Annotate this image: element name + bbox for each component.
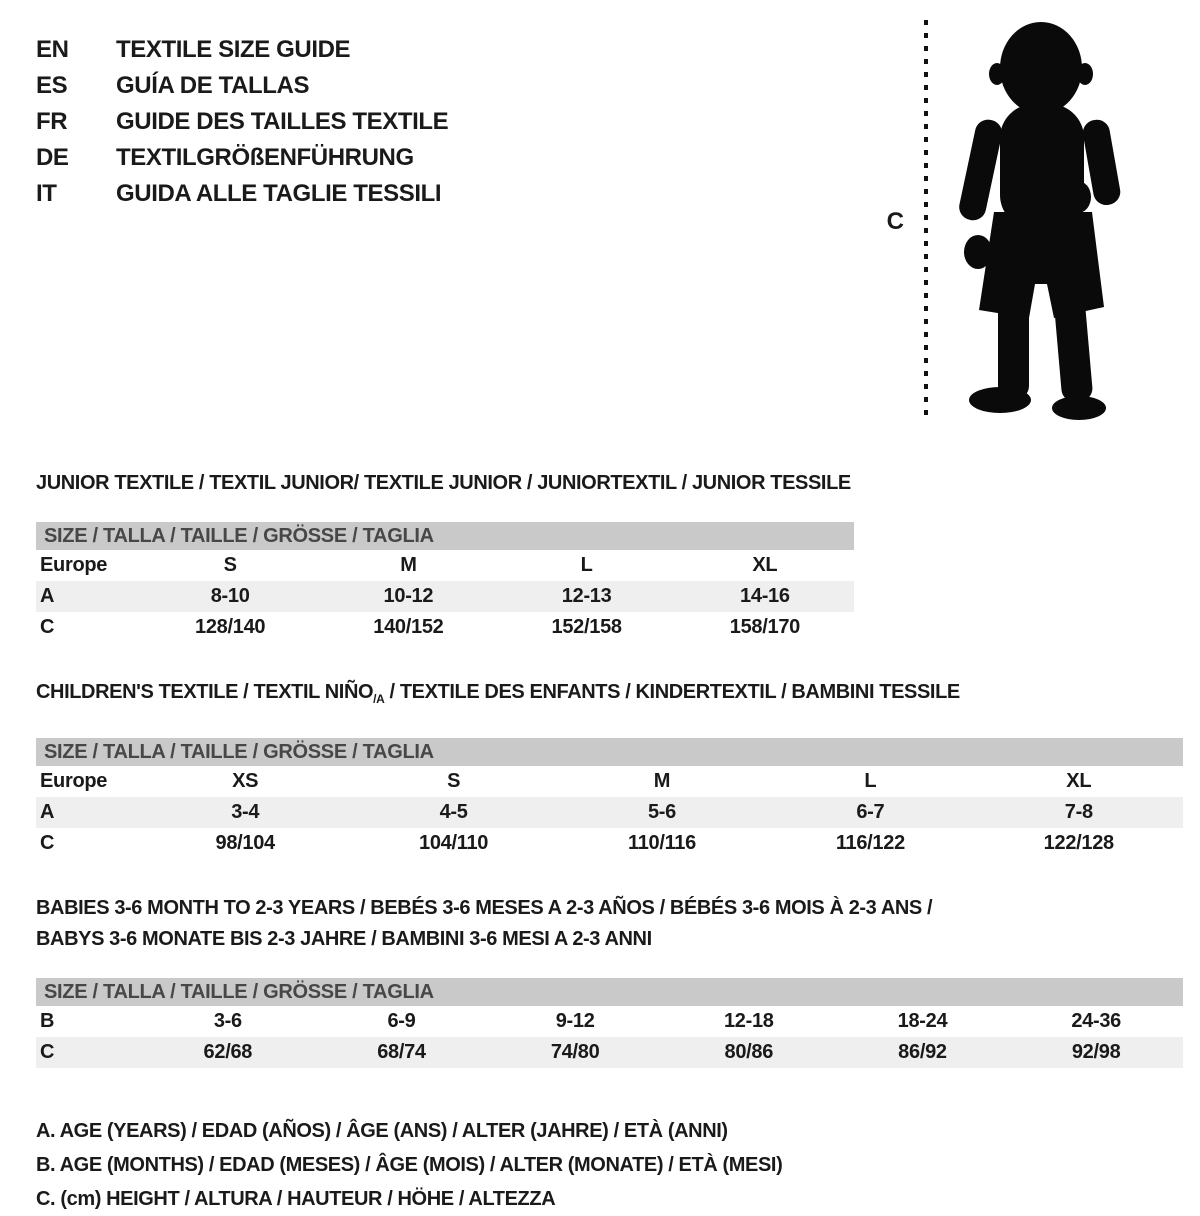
- size-header-row: [36, 738, 1183, 766]
- guide-title: GUIDE DES TAILLES TEXTILE: [116, 108, 449, 135]
- junior-section-title: [36, 468, 1164, 499]
- size-cell: 5-6: [647, 801, 676, 823]
- children-size-table: [36, 738, 1183, 859]
- size-cell: 116/122: [835, 832, 905, 854]
- legend-line: C. (cm) HEIGHT / ALTURA / HAUTEUR / HÖHE / ALTEZZA: [36, 1188, 556, 1210]
- legend-line: B. AGE (MONTHS) / EDAD (MESES) / ÂGE (MOIS) / ALTER (MONATE) / ETÀ (MESI): [36, 1154, 783, 1176]
- size-cell: XL: [1066, 770, 1092, 792]
- section-title-text: BABIES 3-6 MONTH TO 2-3 YEARS / BEBÉS 3-6 MESES A 2-3 AÑOS / BÉBÉS 3-6 MOIS À 2-3 ANS /: [36, 897, 933, 919]
- size-cell: 86/92: [898, 1041, 947, 1063]
- table-row: [36, 766, 1183, 797]
- legend-line: A. AGE (YEARS) / EDAD (AÑOS) / ÂGE (ANS) / ALTER (JAHRE) / ETÀ (ANNI): [36, 1120, 728, 1142]
- language-code: EN: [36, 36, 69, 63]
- table-row: [36, 1037, 1183, 1068]
- row-label: A: [40, 585, 55, 607]
- size-cell: 24-36: [1071, 1010, 1121, 1032]
- section-title-text: BABYS 3-6 MONATE BIS 2-3 JAHRE / BAMBINI 3-6 MESI A 2-3 ANNI: [36, 928, 652, 950]
- language-row: [36, 68, 448, 104]
- language-code: ES: [36, 72, 68, 99]
- top-section: [36, 0, 1164, 434]
- size-cell: 158/170: [729, 616, 800, 638]
- guide-title: GUIDA ALLE TAGLIE TESSILI: [116, 180, 442, 207]
- size-cell: M: [400, 554, 417, 576]
- language-row: [36, 140, 448, 176]
- size-cell: 110/116: [627, 832, 696, 854]
- size-cell: 92/98: [1071, 1041, 1121, 1063]
- size-header-bar: SIZE / TALLA / TAILLE / GRÖSSE / TAGLIA: [36, 522, 854, 550]
- size-cell: 62/68: [203, 1041, 253, 1063]
- junior-size-table: [36, 522, 854, 643]
- table-row: [36, 797, 1183, 828]
- size-cell: 3-6: [213, 1010, 242, 1032]
- size-cell: 12-13: [561, 585, 612, 607]
- size-cell: 12-18: [723, 1010, 774, 1032]
- table-row: [36, 612, 854, 643]
- size-cell: 74/80: [550, 1041, 600, 1063]
- size-cell: 14-16: [740, 585, 790, 607]
- size-cell: 128/140: [195, 616, 266, 638]
- row-label: Europe: [40, 770, 108, 792]
- children-size-section: [36, 677, 1164, 859]
- size-cell: 98/104: [215, 832, 275, 854]
- row-label: C: [40, 616, 55, 638]
- size-cell: XL: [752, 554, 778, 576]
- junior-size-section: [36, 468, 1164, 643]
- row-label: B: [40, 1010, 55, 1032]
- size-cell: 68/74: [377, 1041, 426, 1063]
- guide-title: TEXTILGRÖßENFÜHRUNG: [116, 144, 414, 171]
- size-cell: 6-7: [856, 801, 885, 823]
- height-measure-label: C: [886, 208, 904, 235]
- babies-size-table: [36, 978, 1183, 1068]
- child-silhouette-shape: [957, 22, 1123, 420]
- size-cell: XS: [232, 770, 259, 792]
- size-cell: 3-4: [231, 801, 260, 823]
- child-silhouette-icon: [916, 12, 1148, 424]
- language-code: FR: [36, 108, 68, 135]
- row-label: A: [40, 801, 55, 823]
- language-code: IT: [36, 180, 57, 207]
- size-cell: M: [653, 770, 671, 792]
- size-cell: 9-12: [555, 1010, 595, 1032]
- section-title-text: JUNIOR TEXTILE / TEXTIL JUNIOR/ TEXTILE JUNIOR / JUNIORTEXTIL / JUNIOR TESSILE: [36, 472, 851, 494]
- size-cell: S: [447, 770, 461, 792]
- size-header-bar: SIZE / TALLA / TAILLE / GRÖSSE / TAGLIA: [36, 978, 1183, 1006]
- size-header-bar: SIZE / TALLA / TAILLE / GRÖSSE / TAGLIA: [36, 738, 1183, 766]
- size-cell: 80/86: [724, 1041, 774, 1063]
- measure-legend: [36, 1114, 1164, 1216]
- size-cell: 152/158: [551, 616, 622, 638]
- size-cell: 7-8: [1064, 801, 1093, 823]
- size-cell: 4-5: [439, 801, 468, 823]
- size-cell: 6-9: [387, 1010, 416, 1032]
- guide-title: TEXTILE SIZE GUIDE: [116, 36, 351, 63]
- row-label: Europe: [40, 554, 108, 576]
- table-row: [36, 1006, 1183, 1037]
- language-list: [36, 32, 448, 434]
- figure-block: [887, 12, 1148, 434]
- babies-section-title: [36, 893, 1164, 955]
- section-title-text: / TEXTILE DES ENFANTS / KINDERTEXTIL / BAMBINI TESSILE: [384, 681, 960, 703]
- size-header-row: [36, 978, 1183, 1006]
- language-code: DE: [36, 144, 69, 171]
- table-row: [36, 828, 1183, 859]
- babies-size-section: [36, 893, 1164, 1068]
- size-cell: 8-10: [210, 585, 250, 607]
- size-cell: 122/128: [1043, 832, 1114, 854]
- row-label: C: [40, 832, 55, 854]
- table-row: [36, 581, 854, 612]
- language-row: [36, 32, 448, 68]
- row-label: C: [40, 1041, 55, 1063]
- language-row: [36, 104, 448, 140]
- size-cell: 140/152: [373, 616, 444, 638]
- section-title-text: /A: [373, 692, 385, 706]
- children-section-title: [36, 677, 1164, 715]
- size-cell: 18-24: [897, 1010, 948, 1032]
- size-cell: 104/110: [419, 832, 489, 854]
- size-cell: L: [864, 770, 877, 792]
- language-row: [36, 176, 448, 212]
- size-cell: L: [580, 554, 593, 576]
- section-title-text: CHILDREN'S TEXTILE / TEXTIL NIÑO: [36, 681, 374, 703]
- guide-title: GUÍA DE TALLAS: [116, 72, 310, 99]
- table-row: [36, 550, 854, 581]
- size-header-row: [36, 522, 854, 550]
- size-cell: 10-12: [383, 585, 434, 607]
- size-cell: S: [223, 554, 237, 576]
